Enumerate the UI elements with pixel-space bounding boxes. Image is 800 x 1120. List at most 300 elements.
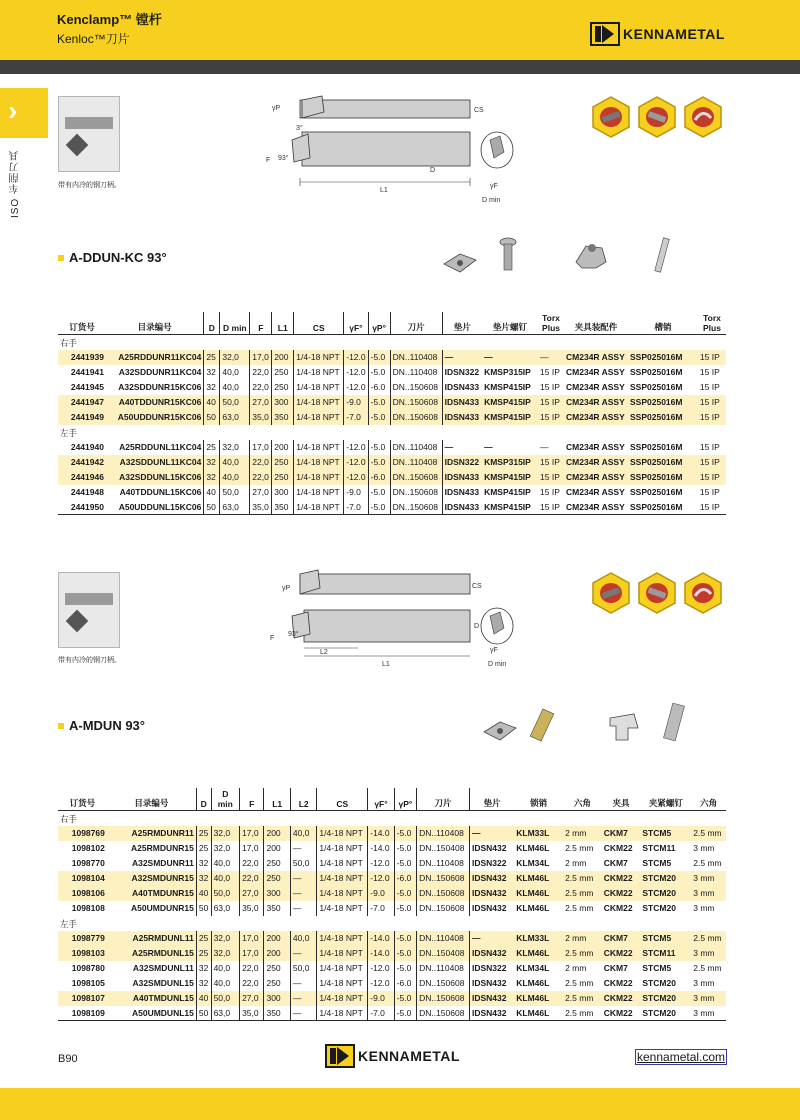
table-cell: 40: [204, 485, 220, 500]
table-cell: -5.0: [394, 841, 416, 856]
table-cell: —: [290, 1006, 316, 1021]
column-header: L1: [264, 788, 290, 811]
table-cell: 22,0: [250, 470, 272, 485]
insert-part-icon: [440, 250, 480, 276]
table-cell: SSP025016M: [628, 455, 698, 470]
table-cell: 50,0: [220, 395, 250, 410]
column-header: 刀片: [417, 788, 470, 811]
table-cell: 350: [272, 410, 294, 425]
table-cell: 40,0: [211, 871, 239, 886]
column-header: 槽销: [628, 312, 698, 335]
table-row: [58, 365, 726, 380]
table-cell: STCM5: [640, 931, 691, 946]
table-cell: 22,0: [250, 455, 272, 470]
table-cell: 40: [204, 395, 220, 410]
table-cell: 250: [264, 961, 290, 976]
table-cell: 32,0: [220, 440, 250, 455]
table-cell: A25RMDUNR15: [107, 841, 197, 856]
website-link[interactable]: kennametal.com: [637, 1050, 726, 1064]
table-cell: 40,0: [211, 976, 239, 991]
table-row: [58, 395, 726, 410]
table-cell: -9.0: [344, 395, 368, 410]
table-cell: DN..110408: [390, 455, 442, 470]
table-cell: 1/4-18 NPT: [294, 395, 344, 410]
table-cell: 15 IP: [538, 395, 564, 410]
table-cell: 40,0: [211, 961, 239, 976]
table-cell: 25: [196, 826, 211, 841]
insert-icon: [66, 134, 89, 157]
table-cell: 1/4-18 NPT: [317, 961, 368, 976]
table-cell: —: [538, 350, 564, 365]
table-row: [58, 380, 726, 395]
side-category-label: ISO 车削刀具: [10, 150, 21, 219]
table-cell: DN..110408: [417, 931, 470, 946]
table-cell: 15 IP: [699, 367, 720, 377]
table-cell: STCM20: [640, 991, 691, 1006]
chevron-right-icon: ›: [8, 95, 18, 126]
table-cell: 15 IP: [699, 382, 720, 392]
d-label: D: [430, 167, 436, 174]
table-cell: -5.0: [394, 901, 416, 916]
table-cell: 50,0: [290, 856, 316, 871]
coolant-note-2: 带有内冷的钢刀柄。: [58, 657, 121, 664]
interrupted-cut-icon: [682, 96, 724, 138]
table-cell: KLM46L: [514, 871, 563, 886]
table-cell: CM234R ASSY: [564, 500, 628, 515]
table-cell: A25RDDUNL11KC04: [106, 440, 204, 455]
table-row: [58, 901, 726, 916]
clamp-icon: [604, 708, 644, 744]
table-cell: CM234R ASSY: [564, 455, 628, 470]
table-cell: 2441948: [70, 487, 104, 497]
spec-table-1: [58, 312, 726, 515]
table-cell: IDSN432: [469, 991, 514, 1006]
table-cell: —: [469, 826, 514, 841]
kennametal-k-icon: [590, 22, 620, 46]
table-cell: IDSN433: [444, 487, 480, 497]
table-cell: 1098108: [71, 903, 105, 913]
table-cell: 1/4-18 NPT: [294, 410, 344, 425]
angle-93-label: 93°: [278, 155, 289, 162]
table-cell: IDSN432: [471, 843, 507, 853]
table-cell: 1098106: [58, 886, 107, 901]
column-header: 目录编号: [106, 312, 204, 335]
table-cell: 40,0: [211, 856, 239, 871]
table-cell: KLM34L: [516, 858, 550, 868]
table-cell: 1/4-18 NPT: [317, 1006, 368, 1021]
table-cell: 15 IP: [698, 455, 726, 470]
table-cell: 32: [204, 470, 220, 485]
column-header: γF°: [344, 312, 368, 335]
yellow-square-icon: [58, 255, 64, 261]
table-cell: KLM46L: [516, 843, 550, 853]
table-cell: 2.5 mm: [693, 963, 722, 973]
table-cell: -12.0: [344, 470, 368, 485]
table-cell: —: [290, 841, 316, 856]
table-cell: A25RMDUNR11: [107, 826, 197, 841]
table-cell: 35,0: [250, 500, 272, 515]
table-cell: 17,0: [240, 841, 264, 856]
column-header: 六角: [563, 788, 602, 811]
table-cell: -12.0: [368, 856, 394, 871]
table-cell: 250: [272, 365, 294, 380]
table-cell: A50UDDUNL15KC06: [106, 500, 204, 515]
table-cell: -12.0: [368, 871, 394, 886]
table-cell: 200: [264, 841, 290, 856]
table-cell: —: [469, 931, 514, 946]
column-header: 垫片: [469, 788, 514, 811]
table-cell: 2 mm: [563, 931, 602, 946]
table-cell: 15 IP: [540, 382, 560, 392]
table-cell: 1/4-18 NPT: [317, 841, 368, 856]
table-cell: —: [290, 886, 316, 901]
hand-group-label: 左手: [60, 918, 78, 929]
table-cell: -9.0: [344, 485, 368, 500]
table-cell: 1/4-18 NPT: [294, 350, 344, 365]
table-row: [58, 946, 726, 961]
table-cell: -9.0: [368, 886, 394, 901]
table-cell: -14.0: [368, 931, 394, 946]
table-cell: 32,0: [211, 931, 239, 946]
table-cell: CM234R ASSY: [564, 350, 628, 365]
table-cell: CKM22: [602, 871, 641, 886]
table-cell: CM234R ASSY: [566, 442, 625, 452]
table-cell: 2.5 mm: [563, 946, 602, 961]
table-row: [58, 350, 726, 365]
table-cell: 2441945: [70, 382, 104, 392]
table-cell: 300: [264, 991, 290, 1006]
table-cell: STCM11: [640, 946, 691, 961]
table-cell: A32SDDUNR11KC04: [106, 365, 204, 380]
table-cell: 15 IP: [538, 470, 564, 485]
table-cell: 250: [272, 470, 294, 485]
table-row: [58, 931, 726, 946]
table-cell: 1098105: [71, 978, 105, 988]
table-cell: 250: [264, 856, 290, 871]
table-cell: -14.0: [368, 826, 394, 841]
table-cell: DN..150608: [417, 901, 470, 916]
table-row: [58, 991, 726, 1006]
table-cell: KLM34L: [516, 963, 550, 973]
table-cell: KMSP415IP: [484, 382, 531, 392]
dmin-label: D min: [482, 197, 501, 204]
table-cell: 50: [196, 1006, 211, 1021]
gamma-p-label: γP: [282, 585, 291, 592]
toolholder-thumbnail-1: [58, 96, 120, 172]
column-header: 夹具: [602, 788, 641, 811]
table-cell: 15 IP: [698, 470, 726, 485]
table-cell: -5.0: [394, 1006, 416, 1021]
table-row: [58, 826, 726, 841]
table-cell: STCM5: [642, 963, 672, 973]
table-cell: 1098779: [58, 931, 107, 946]
table-cell: -12.0: [368, 961, 394, 976]
table-cell: IDSN432: [471, 903, 507, 913]
table-cell: 3 mm: [693, 903, 715, 913]
insert-part-icon: [480, 718, 520, 744]
table-cell: STCM5: [642, 858, 672, 868]
table-row: [58, 961, 726, 976]
l2-label: L2: [320, 649, 328, 656]
table-cell: —: [290, 871, 316, 886]
table-cell: A40TDDUNL15KC06: [106, 485, 204, 500]
table-cell: 3 mm: [691, 991, 726, 1006]
table-cell: 1098104: [58, 871, 107, 886]
table-cell: 50: [196, 901, 211, 916]
table-cell: -12.0: [368, 976, 394, 991]
table-row: [58, 871, 726, 886]
column-header: 垫片: [442, 312, 482, 335]
table-cell: 2 mm: [565, 963, 587, 973]
table-cell: DN..150408: [417, 946, 470, 961]
table-cell: STCM20: [640, 886, 691, 901]
table-cell: 2441942: [58, 455, 106, 470]
table-cell: A32SDDUNR15KC06: [106, 380, 204, 395]
table-cell: 2.5 mm: [565, 903, 594, 913]
table-cell: IDSN322: [444, 367, 480, 377]
table-cell: DN..150608: [417, 871, 470, 886]
brand-logo[interactable]: KENNAMETAL: [590, 22, 725, 46]
table-cell: 250: [272, 455, 294, 470]
table-cell: -6.0: [368, 380, 390, 395]
table-row: [58, 410, 726, 425]
page-title: Kenclamp™ 镗杆: [57, 12, 162, 27]
table-cell: 2441939: [58, 350, 106, 365]
table-cell: 50,0: [290, 961, 316, 976]
table-cell: A40TMDUNR15: [107, 886, 197, 901]
table-cell: A50UMDUNR15: [107, 901, 197, 916]
table-cell: 2.5 mm: [693, 858, 722, 868]
table-cell: 2441940: [70, 442, 104, 452]
table-cell: 350: [264, 1006, 290, 1021]
table-cell: 15 IP: [538, 500, 564, 515]
table-cell: -7.0: [344, 500, 368, 515]
table-cell: CKM22: [602, 1006, 641, 1021]
column-header: D: [196, 788, 211, 811]
table-cell: -12.0: [344, 440, 368, 455]
table-cell: 1098103: [58, 946, 107, 961]
table-cell: CM234R ASSY: [564, 395, 628, 410]
table-cell: DN..110408: [390, 365, 442, 380]
table-cell: 63,0: [211, 1006, 239, 1021]
table-cell: 32: [196, 961, 211, 976]
table-cell: KMSP415IP: [482, 395, 538, 410]
table-cell: 3 mm: [691, 871, 726, 886]
table-cell: -5.0: [368, 500, 390, 515]
interrupted-cut-icon: [682, 572, 724, 614]
table-cell: DN..110408: [417, 826, 470, 841]
table-cell: DN..150608: [417, 976, 470, 991]
table-cell: 40: [196, 886, 211, 901]
table-cell: KMSP315IP: [484, 367, 531, 377]
table-cell: IDSN322: [471, 963, 507, 973]
table-cell: 27,0: [240, 991, 264, 1006]
table-cell: 17,0: [240, 931, 264, 946]
table-cell: 1/4-18 NPT: [317, 901, 368, 916]
table-cell: 35,0: [250, 410, 272, 425]
table-cell: IDSN433: [442, 500, 482, 515]
hand-group-label: 右手: [60, 337, 78, 348]
toolholder-thumbnail-2: [58, 572, 120, 648]
table-cell: IDSN432: [469, 886, 514, 901]
column-header: 垫片螺钉: [482, 312, 538, 335]
table-cell: 15 IP: [540, 487, 560, 497]
table-cell: -5.0: [368, 365, 390, 380]
lock-pin-icon: [524, 706, 560, 746]
table-cell: 1/4-18 NPT: [294, 440, 344, 455]
header-band: [0, 0, 800, 60]
table-cell: IDSN432: [469, 1006, 514, 1021]
table-cell: 1/4-18 NPT: [317, 976, 368, 991]
table-cell: -5.0: [394, 991, 416, 1006]
table-cell: 1/4-18 NPT: [317, 871, 368, 886]
table-cell: —: [482, 350, 538, 365]
table-cell: 15 IP: [699, 487, 720, 497]
table-cell: —: [444, 442, 454, 452]
table-cell: 2441941: [70, 367, 104, 377]
table-cell: 32,0: [220, 350, 250, 365]
table-cell: 200: [264, 931, 290, 946]
l1-label: L1: [380, 187, 388, 194]
table-cell: -5.0: [394, 931, 416, 946]
table-cell: 22,0: [240, 976, 264, 991]
table-cell: STCM11: [642, 843, 676, 853]
column-header: γF°: [368, 788, 394, 811]
table-cell: 1098770: [71, 858, 105, 868]
table-cell: 200: [272, 350, 294, 365]
table-cell: 32: [204, 380, 220, 395]
table-cell: 2.5 mm: [565, 843, 594, 853]
table-cell: KLM46L: [514, 1006, 563, 1021]
table-cell: 27,0: [250, 395, 272, 410]
application-hex-icons-1: [590, 96, 724, 138]
table-cell: 250: [264, 976, 290, 991]
dmin-label: D min: [488, 661, 507, 668]
table-cell: 25: [204, 350, 220, 365]
table-cell: -6.0: [394, 871, 416, 886]
table-cell: 50,0: [211, 886, 239, 901]
table-cell: 32: [204, 455, 220, 470]
table-row: [58, 976, 726, 991]
table-cell: 2441950: [58, 500, 106, 515]
table-cell: -5.0: [394, 826, 416, 841]
table-cell: A50UMDUNL15: [107, 1006, 197, 1021]
table-cell: 250: [264, 871, 290, 886]
table-cell: A32SMDUNL11: [107, 961, 197, 976]
table-cell: -5.0: [368, 440, 390, 455]
table-cell: 15 IP: [538, 455, 564, 470]
table-cell: 2 mm: [563, 826, 602, 841]
table-cell: DN..110408: [417, 961, 470, 976]
table-cell: KLM46L: [514, 991, 563, 1006]
table-row: [58, 856, 726, 871]
table-cell: -5.0: [368, 455, 390, 470]
table-cell: 32: [196, 976, 211, 991]
table-cell: A32SMDUNR15: [107, 871, 197, 886]
table-cell: SSP025016M: [628, 350, 698, 365]
table-cell: KMSP315IP: [482, 455, 538, 470]
table-row: [58, 1006, 726, 1021]
table-cell: -6.0: [368, 470, 390, 485]
table-cell: 25: [196, 946, 211, 961]
table-cell: 27,0: [250, 485, 272, 500]
table-cell: 32: [204, 365, 220, 380]
gamma-f-label: γF: [490, 647, 498, 654]
table-cell: SSP025016M: [630, 382, 683, 392]
table-cell: 2.5 mm: [691, 826, 726, 841]
column-header: D min: [211, 788, 239, 811]
table-cell: 1/4-18 NPT: [317, 826, 368, 841]
table-cell: -12.0: [344, 455, 368, 470]
table-cell: 22,0: [240, 871, 264, 886]
footer-brand-logo[interactable]: KENNAMETAL: [325, 1044, 460, 1068]
table-cell: KLM46L: [514, 946, 563, 961]
table-cell: DN..150608: [417, 1006, 470, 1021]
table-cell: 1098780: [71, 963, 105, 973]
table-cell: -9.0: [368, 991, 394, 1006]
table-cell: 15 IP: [538, 410, 564, 425]
column-header: F: [250, 312, 272, 335]
table-cell: DN..150608: [390, 380, 442, 395]
table-cell: 50: [204, 500, 220, 515]
section-title-2: A-MDUN 93°: [58, 718, 145, 733]
table-cell: -5.0: [394, 946, 416, 961]
table-cell: 17,0: [250, 350, 272, 365]
insert-icon: [66, 610, 89, 633]
table-cell: 32: [196, 871, 211, 886]
section-tab[interactable]: [0, 88, 48, 138]
table-cell: KLM33L: [514, 826, 563, 841]
table-cell: 32,0: [211, 946, 239, 961]
table-cell: A25RMDUNL15: [107, 946, 197, 961]
steel-machining-icon: [590, 572, 632, 614]
table-cell: 1/4-18 NPT: [317, 856, 368, 871]
table-cell: 1/4-18 NPT: [317, 931, 368, 946]
application-hex-icons-2: [590, 572, 724, 614]
table-cell: 350: [264, 901, 290, 916]
cs-label: CS: [474, 107, 484, 114]
table-cell: CM234R ASSY: [566, 367, 625, 377]
table-cell: CKM22: [603, 843, 633, 853]
table-cell: 1/4-18 NPT: [294, 470, 344, 485]
table-cell: 1/4-18 NPT: [294, 380, 344, 395]
column-header: Torx Plus: [538, 312, 564, 335]
table-cell: KMSP415IP: [482, 470, 538, 485]
column-header: 目录编号: [107, 788, 197, 811]
column-header: 刀片: [390, 312, 442, 335]
yellow-square-icon: [58, 723, 64, 729]
table-cell: A32SMDUNR11: [107, 856, 197, 871]
table-row: [58, 455, 726, 470]
table-row: [58, 886, 726, 901]
column-header: 夹紧螺钉: [640, 788, 691, 811]
table-cell: 1098109: [58, 1006, 107, 1021]
table-cell: DN..150608: [390, 500, 442, 515]
column-header: CS: [294, 312, 344, 335]
table-cell: STCM20: [642, 903, 676, 913]
table-cell: DN..150408: [417, 841, 470, 856]
table-cell: 25: [204, 440, 220, 455]
table-row: [58, 440, 726, 455]
table-row: [58, 841, 726, 856]
table-cell: KMSP415IP: [482, 500, 538, 515]
shim-screw-icon: [496, 236, 520, 276]
table-cell: DN..150608: [390, 485, 442, 500]
table-cell: 250: [272, 380, 294, 395]
table-cell: -14.0: [368, 946, 394, 961]
table-cell: 22,0: [250, 380, 272, 395]
table-cell: 15 IP: [540, 367, 560, 377]
